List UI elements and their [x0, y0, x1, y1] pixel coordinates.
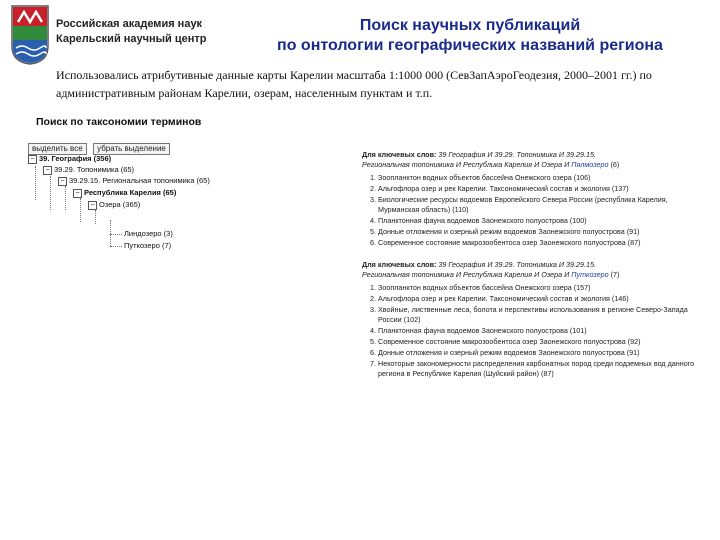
tree-node-label: Линдозеро (3) — [124, 229, 173, 238]
tree-connector — [80, 198, 81, 222]
tree-connector — [35, 166, 36, 200]
keywords-prefix: Для ключевых слов: — [362, 260, 437, 269]
search-results — [362, 150, 708, 391]
tree-node-lindozero[interactable] — [124, 229, 173, 239]
tree-connector — [95, 210, 96, 224]
deselect-button[interactable]: убрать выделение — [93, 143, 170, 155]
result-item[interactable] — [378, 337, 708, 347]
result-link[interactable]: Донные отложения и озерный режим водоемов Заонежского полуострова (91) — [378, 348, 640, 357]
selected-lake: Путкозеро — [571, 270, 609, 279]
result-item[interactable] — [378, 195, 708, 215]
result-link[interactable]: Зоопланктон водных объектов бассейна Онежского озера (106) — [378, 173, 591, 182]
result-link[interactable]: Альгофлора озер и рек Карелии. Таксономический состав и экология (146) — [378, 294, 629, 303]
result-item[interactable] — [378, 326, 708, 336]
result-list — [362, 283, 708, 379]
keywords-list-cont: Региональная топонимика И Республика Карелия И Озера И — [362, 270, 570, 279]
result-link[interactable]: Современное состояние макрозообентоса озер Заонежского полуострова (87) — [378, 238, 641, 247]
taxonomy-tree — [28, 154, 358, 274]
result-item[interactable] — [378, 173, 708, 183]
result-link[interactable]: Некоторые закономерности распределения карбонатных пород среди подземных вод данного региона в Республике Карелия (Шуйский район) (87) — [378, 359, 695, 378]
result-link[interactable]: Зоопланктон водных объектов бассейна Онежского озера (157) — [378, 283, 591, 292]
tree-node-label: 39. География (356) — [39, 154, 112, 163]
org-line-2: Карельский научный центр — [56, 33, 207, 45]
selected-lake: Пялмозеро — [571, 160, 609, 169]
tree-node-label: Республика Карелия (65) — [84, 188, 177, 197]
result-item[interactable] — [378, 184, 708, 194]
panel-title: Поиск по таксономии терминов — [36, 116, 202, 128]
keywords-list: 39 География И 39.29. Топонимика И 39.29.15. — [438, 150, 596, 159]
keywords-list: 39 География И 39.29. Топонимика И 39.29.15. — [438, 260, 596, 269]
tree-connector — [110, 220, 111, 246]
tree-node-label: Путкозеро (7) — [124, 241, 172, 250]
keywords-list-cont: Региональная топонимика И Республика Карелия И Озера И — [362, 160, 570, 169]
result-item[interactable] — [378, 283, 708, 293]
result-item[interactable] — [378, 216, 708, 226]
tree-connector — [65, 186, 66, 210]
result-link[interactable]: Современное состояние макрозообентоса озер Заонежского полуострова (92) — [378, 337, 641, 346]
result-item[interactable] — [378, 294, 708, 304]
tree-node-putkozero[interactable] — [124, 241, 171, 251]
result-link[interactable]: Альгофлора озер и рек Карелии. Таксономический состав и экология (137) — [378, 184, 629, 193]
result-item[interactable] — [378, 238, 708, 248]
organization-name — [56, 17, 207, 47]
result-link[interactable]: Донные отложения и озерный режим водоемов Заонежского полуострова (91) — [378, 227, 640, 236]
tree-node-karelia[interactable] — [73, 188, 176, 198]
result-group — [362, 260, 708, 379]
result-group-header — [362, 260, 708, 280]
result-link[interactable]: Биологические ресурсы водоемов Европейского Севера России (республика Карелия, Мурманская область) (110) — [378, 195, 668, 214]
tree-node-lakes[interactable] — [88, 200, 140, 210]
collapse-icon[interactable]: − — [43, 166, 52, 175]
result-link[interactable]: Планктонная фауна водоемов Заонежского полуострова (100) — [378, 216, 587, 225]
result-count: (7) — [610, 270, 620, 279]
tree-node-label: 39.29.15. Региональная топонимика (65) — [69, 176, 210, 185]
result-item[interactable] — [378, 227, 708, 237]
result-item[interactable] — [378, 305, 708, 325]
select-all-button[interactable]: выделить все — [28, 143, 87, 155]
result-group — [362, 150, 708, 248]
tree-connector — [110, 246, 122, 247]
intro-text: Использовались атрибутивные данные карты Карелии масштаба 1:1000 000 (СевЗапАэроГеодезия, 2000–2001 гг.) по административным районам Карелии, озерам, населенным пунктам и т.п. — [56, 68, 652, 100]
title-line-1: Поиск научных публикаций — [359, 17, 581, 34]
tree-node-geography[interactable] — [28, 154, 111, 164]
title-line-2: по онтологии географических названий региона — [277, 37, 663, 54]
karelian-center-logo — [10, 4, 50, 66]
org-line-1: Российская академия наук — [56, 18, 203, 30]
collapse-icon[interactable]: − — [73, 189, 82, 198]
tree-node-label: 39.29. Топонимика (65) — [54, 165, 135, 174]
tree-connector — [110, 234, 122, 235]
tree-node-toponymy[interactable] — [43, 165, 134, 175]
taxonomy-search-panel — [28, 112, 708, 532]
tree-node-regional-toponymy[interactable] — [58, 176, 210, 186]
result-link[interactable]: Хвойные, лиственные леса, болота и перспективы использования в регионе Северо-Запада России (102) — [378, 305, 688, 324]
collapse-icon[interactable]: − — [88, 201, 97, 210]
result-item[interactable] — [378, 359, 708, 379]
result-item[interactable] — [378, 348, 708, 358]
tree-connector — [50, 176, 51, 210]
result-group-header — [362, 150, 708, 170]
result-link[interactable]: Планктонная фауна водоемов Заонежского полуострова (101) — [378, 326, 587, 335]
collapse-icon[interactable]: − — [28, 155, 37, 164]
result-list — [362, 173, 708, 248]
keywords-prefix: Для ключевых слов: — [362, 150, 437, 159]
page-title — [250, 16, 690, 56]
result-count: (6) — [610, 160, 620, 169]
collapse-icon[interactable]: − — [58, 177, 67, 186]
tree-node-label: Озера (365) — [99, 200, 141, 209]
